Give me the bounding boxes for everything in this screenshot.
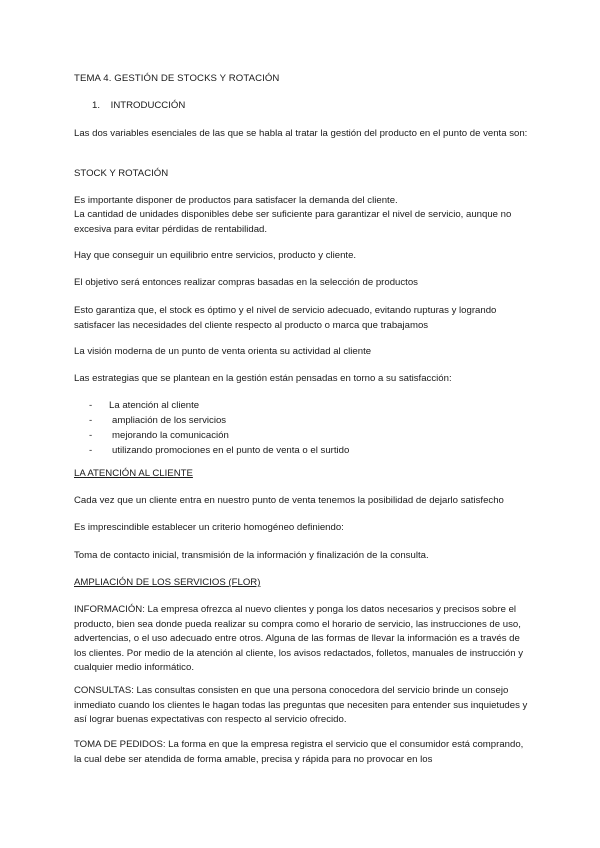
paragraph-equilibrio: Hay que conseguir un equilibrio entre servicios, producto y cliente. xyxy=(74,250,357,261)
section-heading-introduccion xyxy=(92,99,548,114)
heading-atencion-cliente: LA ATENCIÓN AL CLIENTE xyxy=(74,468,193,479)
paragraph-cada-vez: Cada vez que un cliente entra en nuestro punto de venta tenemos la posibilidad de dejarlo satisfecho xyxy=(74,495,504,506)
strategies-list xyxy=(89,399,529,459)
paragraph-objetivo: El objetivo será entonces realizar compras basadas en la selección de productos xyxy=(74,277,418,288)
heading-ampliacion-servicios: AMPLIACIÓN DE LOS SERVICIOS (FLOR) xyxy=(74,577,261,588)
section-number: 1. xyxy=(92,100,101,111)
paragraph-informacion: INFORMACIÓN: La empresa ofrezca al nuevo clientes y ponga los datos necesarios y precisos sobre el producto, bien sea donde pueda realizar su compra como el horario de servicio, las instrucciones de uso, advertencias, o el uso adecuado entre otros. Alguna de las formas de llevar la información es a través de los clientes. Por medio de la atención al cliente, los avisos redactados, folletos, manuales de instrucción y cualquier medio informático. xyxy=(74,604,524,673)
paragraph-toma-contacto: Toma de contacto inicial, transmisión de la información y finalización de la consulta. xyxy=(74,550,429,561)
list-item: - La atención al cliente xyxy=(89,399,529,414)
paragraph-consultas: CONSULTAS: Las consultas consisten en que una persona conocedora del servicio brinde un consejo inmediato cuando los clientes le hagan todas las preguntas que necesiten para entender sus inquietudes y así lograr buenas expectativas con respecto al servicio ofrecido. xyxy=(74,685,528,725)
paragraph-vision: La visión moderna de un punto de venta orienta su actividad al cliente xyxy=(74,346,372,357)
paragraph-disponer: Es importante disponer de productos para satisfacer la demanda del cliente. xyxy=(74,195,398,206)
list-item: - utilizando promociones en el punto de venta o el surtido xyxy=(89,444,529,459)
paragraph-estrategias: Las estrategias que se plantean en la gestión están pensadas en torno a su satisfacción: xyxy=(74,373,452,384)
paragraph-variables: Las dos variables esenciales de las que se habla al tratar la gestión del producto en el punto de venta son: xyxy=(74,128,528,139)
subtitle-stock-rotacion: STOCK Y ROTACIÓN xyxy=(74,168,169,179)
paragraph-imprescindible: Es imprescindible establecer un criterio homogéneo definiendo: xyxy=(74,522,344,533)
paragraph-toma-pedidos: TOMA DE PEDIDOS: La forma en que la empresa registra el servicio que el consumidor está comprando, la cual debe ser atendida de forma amable, precisa y rápida para no provocar en los xyxy=(74,739,524,765)
section-label: INTRODUCCIÓN xyxy=(110,100,186,111)
paragraph-cantidad: La cantidad de unidades disponibles debe ser suficiente para garantizar el nivel de servicio, aunque no excesiva para evitar pérdidas de rentabilidad. xyxy=(74,209,512,235)
paragraph-garantiza: Esto garantiza que, el stock es óptimo y el nivel de servicio adecuado, evitando rupturas y logrando satisfacer las necesidades del cliente respecto al producto o marca que trabajamos xyxy=(74,305,497,331)
list-item: - ampliación de los servicios xyxy=(89,414,529,429)
document-title: TEMA 4. GESTIÓN DE STOCKS Y ROTACIÓN xyxy=(74,73,280,84)
list-item: - mejorando la comunicación xyxy=(89,429,529,444)
